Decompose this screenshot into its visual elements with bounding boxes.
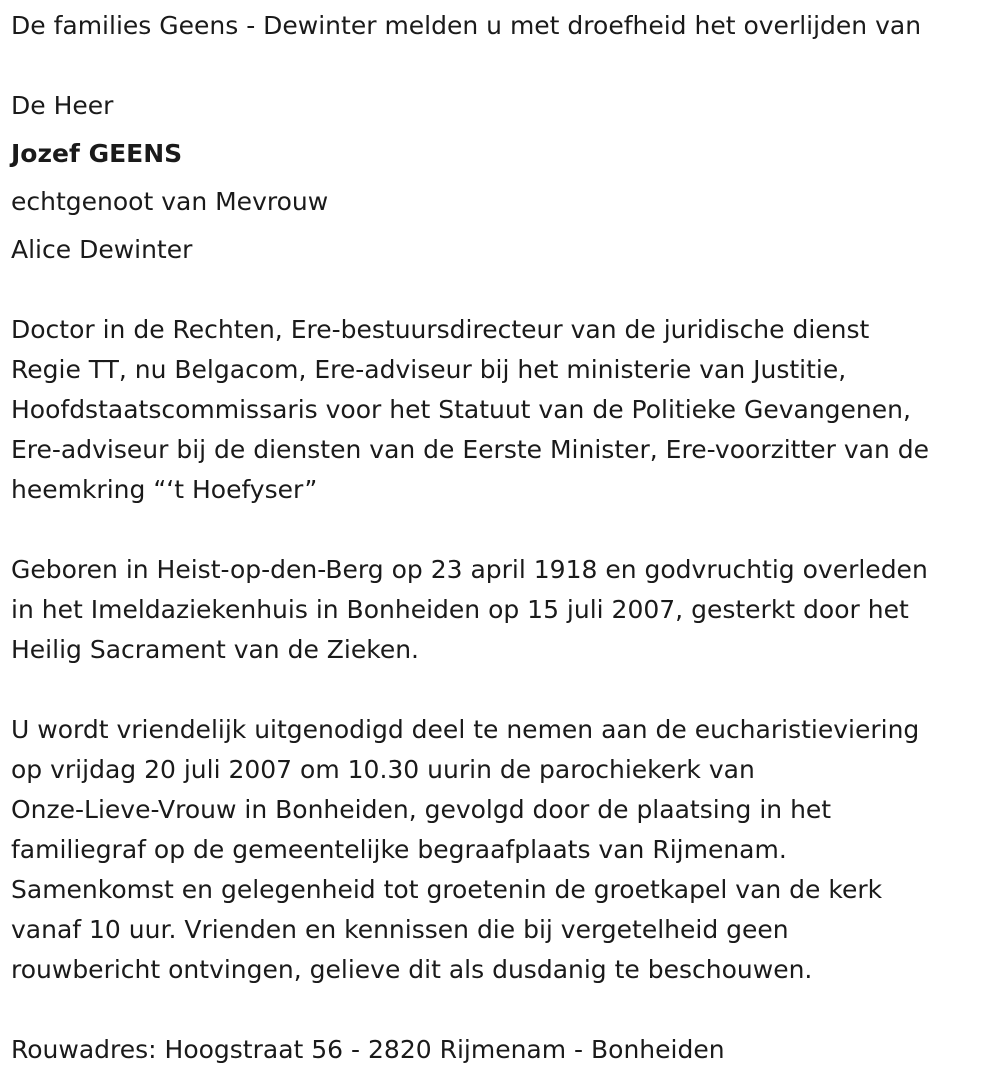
invitation-line: U wordt vriendelijk uitgenodigd deel te nemen aan de eucharistieviering xyxy=(11,715,920,744)
birth-death-line: in het Imeldaziekenhuis in Bonheiden op 15 juli 2007, gesterkt door het xyxy=(11,595,909,624)
invitation-line: Samenkomst en gelegenheid tot groetenin de groetkapel van de kerk xyxy=(11,875,883,904)
funeral-address: Rouwadres: Hoogstraat 56 - 2820 Rijmenam - Bonheiden xyxy=(11,1035,725,1064)
invitation-line: Onze-Lieve-Vrouw in Bonheiden, gevolgd door de plaatsing in het xyxy=(11,795,832,824)
title-text: De Heer xyxy=(11,91,114,120)
spouse-line-1: echtgenoot van Mevrouw xyxy=(11,187,329,216)
birth-death-line: Heilig Sacrament van de Zieken. xyxy=(11,635,420,664)
invitation-line: op vrijdag 20 juli 2007 om 10.30 uurin de parochiekerk van xyxy=(11,755,755,784)
career-line: heemkring “‘t Hoefyser” xyxy=(11,475,318,504)
deceased-name: Jozef GEENS xyxy=(11,139,183,168)
spouse-line-2: Alice Dewinter xyxy=(11,235,193,264)
invitation-line: vanaf 10 uur. Vrienden en kennissen die bij vergetelheid geen xyxy=(11,915,789,944)
birth-death-line: Geboren in Heist-op-den-Berg op 23 april 1918 en godvruchtig overleden xyxy=(11,555,928,584)
intro-text: De families Geens - Dewinter melden u met droefheid het overlijden van xyxy=(11,11,922,40)
invitation-line: familiegraf op de gemeentelijke begraafplaats van Rijmenam. xyxy=(11,835,787,864)
career-line: Doctor in de Rechten, Ere-bestuursdirecteur van de juridische dienst xyxy=(11,315,870,344)
career-line: Regie TT, nu Belgacom, Ere-adviseur bij het ministerie van Justitie, xyxy=(11,355,847,384)
invitation-line: rouwbericht ontvingen, gelieve dit als dusdanig te beschouwen. xyxy=(11,955,813,984)
career-line: Ere-adviseur bij de diensten van de Eerste Minister, Ere-voorzitter van de xyxy=(11,435,930,464)
career-line: Hoofdstaatscommissaris voor het Statuut van de Politieke Gevangenen, xyxy=(11,395,911,424)
